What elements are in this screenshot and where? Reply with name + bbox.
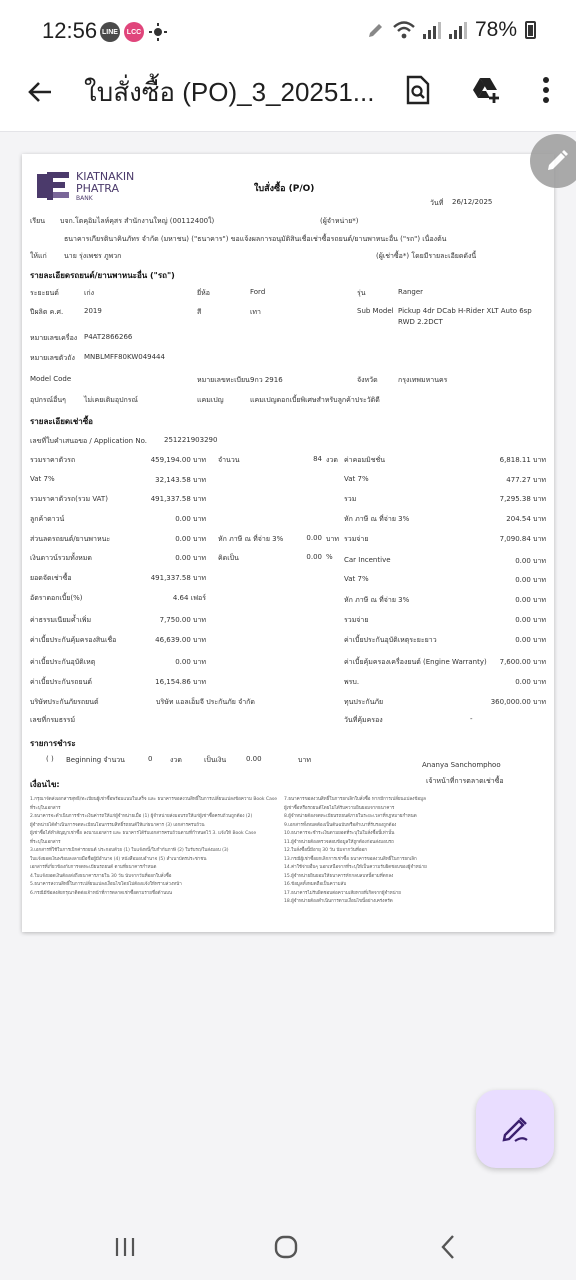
arrow-back-icon [26,78,54,106]
date-value: 26/12/2025 [452,198,493,206]
system-nav-bar [0,1212,576,1280]
fin-mid-unit: บาท [326,535,339,543]
fin-mid-label: คิดเป็น [218,554,239,562]
fin-mid-unit: % [326,553,333,561]
doc-field: สี [197,308,202,316]
doc-field: หมายเลขตัวถัง [30,354,75,362]
fin-right-value: 7,600.00 บาท [499,658,546,666]
fin-mid-value: 0.00 [306,553,322,561]
fin-label: ค่าเบี้ยประกันคุ้มครองสินเชื่อ [30,636,117,644]
drive-add-icon [470,76,502,104]
nav-back-button[interactable] [433,1232,463,1262]
fin-value: 32,143.58 บาท [155,476,206,484]
signer-name: Ananya Sanchomphoo [422,761,501,769]
expiry-label: วันที่คุ้มครอง [344,716,383,724]
home-icon [273,1234,299,1260]
condition-line: 2.ธนาคารจะดำเนินการชำระเงินค่ารถให้แก่ผู้จำหน่ายเมื่อ (1) ผู้จำหน่ายส่งมอบรถให้แก่ผู้เช่าซื้อครบถ้วนถูกต้อง (2) [30,814,253,819]
fin-mid-unit: งวด [326,456,338,464]
fin-value: 0.00 บาท [175,658,206,666]
condition-line: 18.ผู้จำหน่ายต้องดำเนินการตามเงื่อนไขนี้อย่างเคร่งครัด [284,899,393,904]
fin-label: รวมราคาตัวรถ [30,456,76,464]
condition-line: เอกสารที่เกี่ยวข้องกับการจดทะเบียนรถยนต์ ตามที่ธนาคารกำหนด [30,865,157,870]
condition-line: 13.กรณีผู้เช่าซื้อยกเลิกการเช่าซื้อ ธนาคารขอสงวนสิทธิ์ในการยกเลิก [284,856,417,862]
signal-2-icon [449,21,467,39]
condition-line: 16.ข้อมูลทั้งหมดถือเป็นความลับ [284,882,347,887]
fin-value: 491,337.58 บาท [150,495,206,503]
find-in-page-icon [404,75,432,105]
kiatnakin-logo-icon [34,168,72,204]
condition-line: 12.ใบสั่งซื้อนี้มีอายุ 30 วัน นับจากวันที่ออก [284,848,367,853]
signal-1-icon [423,21,441,39]
more-vert-icon [542,76,550,104]
condition-line: 4.ใบแจ้งยอดเงินต้องส่งถึงธนาคารภายใน 30 วัน นับจากวันที่ออกใบสั่งซื้อ [30,873,172,879]
edit-button[interactable] [530,134,576,188]
fin-value: 4.64 เฟอร์ [172,594,206,602]
fin-value: 16,154.86 บาท [155,678,206,686]
doc-field: เก่ง [84,289,95,297]
doc-field: แคมเปญดอกเบี้ยพิเศษสำหรับลูกค้าประวัติดี [250,396,380,404]
doc-field: (ผู้เช่าซื้อ*) โดยมีรายละเอียดดังนี้ [376,252,477,260]
pencil-icon [544,148,570,174]
payment-qty: 0 [148,755,153,763]
fin-right-label: Vat 7% [344,475,369,483]
condition-line: ใบแจ้งยอดเงินพร้อมลงลายมือชื่อผู้มีอำนาจ (4) หนังสือมอบอำนาจ (5) สำเนาบัตรประชาชน [30,856,207,862]
fin-right-value: 0.00 บาท [515,596,546,604]
condition-line: 7.ธนาคารขอสงวนสิทธิ์ในการยกเลิกใบสั่งซื้อ หากมีการเปลี่ยนแปลงข้อมูล [284,797,426,802]
fin-right-label: ค่าเบี้ยประกันอุบัติเหตุระยะยาว [344,636,437,644]
fin-label: เงินดาวน์รวมทั้งหมด [30,554,92,562]
annotate-button[interactable] [476,1090,554,1168]
doc-field: หมายเลขทะเบียน [197,376,250,384]
doc-field: ปีผลิต ค.ศ. [30,308,64,316]
doc-field: จังหวัด [357,376,378,384]
fin-right-value: 0.00 บาท [515,616,546,624]
fin-right-value: 477.27 บาท [506,476,546,484]
doc-field: (ผู้จำหน่าย*) [320,217,359,225]
doc-field: ให้แก่ [30,252,47,260]
doc-field: ระยะยนต์ [30,289,59,297]
sum-insured-label: ทุนประกันภัย [344,698,384,706]
wifi-icon [393,21,415,39]
doc-field: 2019 [84,307,102,315]
condition-line: 5.ธนาคารสงวนสิทธิ์ในการเปลี่ยนแปลงเงื่อนไขโดยไม่ต้องแจ้งให้ทราบล่วงหน้า [30,882,182,887]
doc-field: หมายเลขเครื่อง [30,334,78,342]
payment-unit: งวด [170,756,182,764]
doc-field: นาย รุ่งเพชร ภูพวก [64,252,122,260]
doc-field: Pickup 4dr DCab H-Rider XLT Auto 6sp [398,307,532,315]
condition-line: ผู้เช่าซื้อหรือรถยนต์โดยไม่ได้รับความยินยอมจากธนาคาร [284,805,395,811]
policy-label: เลขที่กรมธรรม์ [30,716,76,724]
fin-value: 46,639.00 บาท [155,636,206,644]
lcc-app-icon: LCC [124,22,144,42]
payment-money: 0.00 [246,755,262,763]
bank-name-line-3: BANK [76,195,93,202]
document-page[interactable] [22,154,554,932]
fin-label: ค่าเบี้ยประกันอุบัติเหตุ [30,658,96,666]
section-vehicle: รายละเอียดรถยนต์/ยานพาหนะอื่น ("รถ") [30,271,175,280]
fin-mid-label: หัก ภาษี ณ ที่จ่าย 3% [218,535,284,543]
doc-field: 9กว 2916 [250,376,283,384]
condition-line: 10.ธนาคารจะชำระเงินตามยอดที่ระบุในใบสั่งซื้อนี้เท่านั้น [284,831,395,836]
weather-sun-icon [148,22,168,42]
fin-value: 0.00 บาท [175,554,206,562]
section-hire: รายละเอียดเช่าซื้อ [30,417,93,426]
fin-mid-value: 84 [313,455,322,463]
fin-label: อัตราดอกเบี้ย(%) [30,594,83,602]
fin-right-value: 0.00 บาท [515,576,546,584]
condition-line: 3.เอกสารที่ใช้ในการเบิกค่ารถยนต์ ประกอบด้วย (1) ใบแจ้งหนี้/ใบกำกับภาษี (2) ใบรับรถ/ใบส่งมอบ (3) [30,848,229,853]
payment-checkbox: ( ) [46,755,54,763]
condition-line: 15.ผู้จำหน่ายยินยอมให้ธนาคารหักกลบลบหนี้ตามที่ตกลง [284,873,394,879]
doc-field: P4AT2866266 [84,333,133,341]
doc-field: เรียน [30,217,46,225]
doc-field: เลขที่ใบคำเสนอขอ / Application No. [30,437,147,445]
fin-right-label: รวมจ่าย [344,535,369,543]
fin-value: 0.00 บาท [175,535,206,543]
fin-label: ส่วนลดรถยนต์/ยานพาหนะ [30,535,111,543]
doc-field: แคมเปญ [197,396,224,404]
payment-section: รายการชำระ [30,739,76,748]
status-bar [0,0,576,62]
fin-right-value: 204.54 บาท [506,515,546,523]
signer-role: เจ้าหน้าที่การตลาดเช่าซื้อ [426,777,504,785]
insurer-label: บริษัทประกันภัยรถยนต์ [30,698,99,706]
draw-pen-icon [500,1114,530,1144]
status-time: 12:56 [42,18,98,43]
document-title: ใบสั่งซื้อ (PO)_3_20251... [84,77,375,107]
date-label: วันที่ [430,199,444,207]
fin-right-label: พรบ. [344,678,360,686]
sum-insured-value: 360,000.00 บาท [490,698,546,706]
fin-right-label: หัก ภาษี ณ ที่จ่าย 3% [344,515,410,523]
battery-percent: 78% [474,18,517,41]
more-options-button[interactable] [526,70,566,110]
fin-right-label: Vat 7% [344,575,369,583]
doc-field: Ranger [398,288,424,296]
condition-line: ที่ระบุในเอกสาร [30,839,61,845]
fin-right-value: 0.00 บาท [515,557,546,565]
fin-mid-value: 0.00 [306,534,322,542]
fin-label: ลูกค้าดาวน์ [30,515,65,523]
condition-line: 9.เอกสารทั้งหมดต้องเป็นต้นฉบับหรือสำเนาที่รับรองถูกต้อง [284,822,397,828]
battery-icon [525,21,536,39]
fin-value: 491,337.58 บาท [150,574,206,582]
fin-right-label: รวมจ่าย [344,616,369,624]
condition-line: 11.ผู้จำหน่ายต้องตรวจสอบข้อมูลให้ถูกต้องก่อนส่งมอบรถ [284,839,394,845]
condition-line: 14.ค่าใช้จ่ายอื่นๆ นอกเหนือจากที่ระบุให้เป็นความรับผิดชอบของผู้จำหน่าย [284,865,427,870]
doc-field: เทา [250,308,261,316]
fin-right-label: ค่าเบี้ยคุ้มครองเครื่องยนต์ (Engine Warranty) [344,658,487,666]
doc-field: RWD 2.2DCT [398,318,443,326]
insurer-company: บริษัท แอลเอ็มจี ประกันภัย จำกัด [156,698,255,706]
fin-label: ค่าธรรมเนียมค้ำเพิ่ม [30,616,92,624]
doc-field: Ford [250,288,266,296]
fin-right-label: หัก ภาษี ณ ที่จ่าย 3% [344,596,410,604]
fin-right-value: 7,295.38 บาท [499,495,546,503]
doc-field: ยี่ห้อ [197,289,210,297]
fin-right-value: 0.00 บาท [515,636,546,644]
fin-value: 459,194.00 บาท [150,456,206,464]
doc-field: บจก.โตคุอิมไลห์คุสร สำนักงานใหญ่ (00112400ใ) [60,217,215,225]
payment-label: Beginning จำนวน [66,756,125,764]
doc-field: 251221903290 [164,436,218,444]
po-heading: ใบสั่งซื้อ (P/O) [254,184,315,194]
doc-field: ไม่เคยเติมอุปกรณ์ [84,396,139,404]
nav-back-icon [438,1234,458,1260]
fin-right-value: 6,818.11 บาท [499,456,546,464]
condition-line: ผู้เช่าซื้อได้ทำสัญญาเช่าซื้อ ลงนามเอกสาร และ ธนาคารได้รับเอกสารครบถ้วนตามที่กำหนดไว้ 3. แจ้งให้ Book Case [30,831,257,836]
notification-icons [100,22,168,42]
system-indicators [367,18,536,42]
condition-line: 1.กรุณาจัดส่งเอกสารสุทธิ/ทะเบียนผู้เช่าซื้อพร้อมแนบใบเสร็จ และ ธนาคารขอสงวนสิทธิ์ในการเปลี่ยนแปลงข้อความ Book Case [30,797,277,802]
doc-field: กรุงเทพมหานคร [398,376,448,384]
fin-right-label: ค่าคอมมิชชั่น [344,456,386,464]
fin-label: ยอดจัดเช่าซื้อ [30,574,72,582]
fin-right-label: Car Incentive [344,556,391,564]
doc-field: ธนาคารเกียรตินาคินภัทร จำกัด (มหาชน) ("ธนาคาร") ขอแจ้งผลการอนุมัติสินเชื่อเช่าซื้อรถยนต์/ยานพาหนะอื่น ("รถ") เนื่องต้น [64,235,447,243]
fin-mid-label: จำนวน [218,456,240,464]
recent-apps-button[interactable] [110,1232,140,1262]
fin-right-value: 0.00 บาท [515,678,546,686]
home-button[interactable] [271,1232,301,1262]
app-bar [0,62,576,132]
search-document-button[interactable] [398,70,438,110]
doc-field: Model Code [30,375,72,383]
back-button[interactable] [24,76,56,108]
line-app-icon: LINE [100,22,120,42]
expiry-value: - [470,715,473,723]
recent-apps-icon [113,1236,137,1258]
condition-line: 6.กรณีมีข้อสงสัยกรุณาติดต่อเจ้าหน้าที่การตลาดเช่าซื้อตามรายชื่อด้านบน [30,890,173,896]
fin-value: 0.00 บาท [175,515,206,523]
fin-right-label: รวม [344,495,357,503]
bank-name-line-1: KIATNAKIN [76,170,135,183]
payment-money-label: เป็นเงิน [204,756,227,764]
doc-field: อุปกรณ์อื่นๆ [30,396,66,404]
payment-baht: บาท [298,756,311,764]
condition-line: ที่ระบุในเอกสาร [30,805,61,811]
fin-value: 7,750.00 บาท [159,616,206,624]
fin-label: ค่าเบี้ยประกันรถยนต์ [30,678,92,686]
fin-label: รวมราคาตัวรถ(รวม VAT) [30,495,108,503]
condition-line: 8.ผู้จำหน่ายต้องจดทะเบียนรถยนต์ภายในระยะเวลาที่กฎหมายกำหนด [284,814,417,819]
doc-field: MNBLMFF80KW049444 [84,353,165,361]
doc-field: รุ่น [357,289,366,297]
fin-label: Vat 7% [30,475,55,483]
add-to-drive-button[interactable] [466,70,506,110]
condition-line: ผู้จำหน่ายได้ดำเนินการจดทะเบียนโอนกรรมสิทธิ์รถยนต์ให้แก่ธนาคาร (3) เอกสารครบถ้วน [30,822,205,828]
edit-indicator-icon [367,21,385,39]
condition-line: 17.ธนาคารไม่รับผิดชอบต่อความเสียหายที่เกิดจากผู้จำหน่าย [284,890,401,896]
doc-field: Sub Model [357,307,394,315]
conditions-title: เงื่อนไข: [30,780,60,789]
fin-right-value: 7,090.84 บาท [499,535,546,543]
bank-name-line-2: PHATRA [76,182,120,195]
